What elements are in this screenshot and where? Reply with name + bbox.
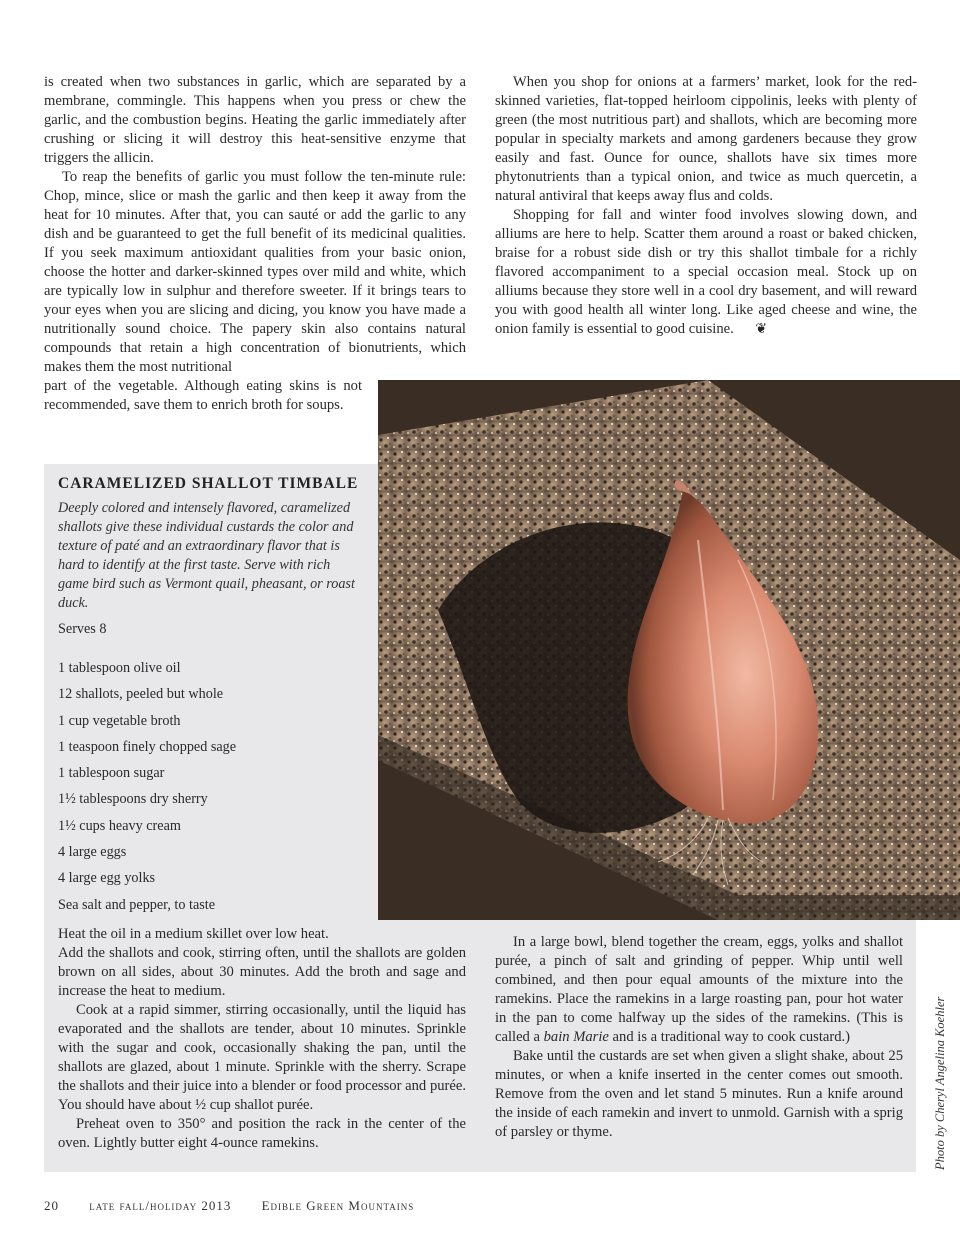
method-step: Heat the oil in a medium skillet over low heat. — [58, 926, 329, 942]
ingredient-item: 1 tablespoon olive oil — [58, 660, 181, 676]
recipe-intro: Deeply colored and intensely flavored, caramelized shallots give these individual custards the color and texture of paté and an extraordinary flavor that is hard to identify at the first taste. Serve with rich game bird such as Vermont quail, pheasant, or roast duck. — [58, 500, 355, 611]
method-text: In a large bowl, blend together the cream, eggs, yolks and shallot purée, a pinch of salt and grinding of pepper. Whip until well combined, and then pour equal amounts of the mixture into the ramekins. Place the ramekins in a large roasting pan, pour hot water in the pan to come halfway up the sides of the ramekins. (This is called a — [495, 934, 903, 1045]
article-left-column — [44, 73, 466, 415]
magazine-name: Edible Green Mountains — [261, 1198, 415, 1213]
page-number: 20 — [44, 1198, 59, 1213]
ingredient-item: 1 cup vegetable broth — [58, 712, 181, 729]
shallot-photo — [378, 380, 960, 920]
method-step: Add the shallots and cook, stirring often, until the shallots are golden brown on all sides, about 30 minutes. Add the broth and sage and increase the heat to medium. — [58, 945, 466, 999]
method-step: Cook at a rapid simmer, stirring occasionally, until the liquid has evaporated and the shallots are tender, about 10 minutes. Sprinkle with the sugar and cook, occasionally shaking the pan, until the shallots are glazed, about 1 minute. Sprinkle with the sherry. Scrape the shallots and their juice into a blender or food processor and purée. You should have about ½ cup shallot purée. — [58, 1002, 466, 1113]
method-step — [495, 933, 903, 1047]
recipe-serves: Serves 8 — [58, 621, 107, 637]
page-footer — [44, 1198, 440, 1214]
ingredient-item: 1½ tablespoons dry sherry — [58, 791, 208, 808]
leaf-end-mark-icon: ❦ — [755, 322, 768, 337]
ingredient-item: 4 large eggs — [58, 844, 127, 861]
recipe-header — [58, 475, 364, 638]
ingredient-item: 4 large egg yolks — [58, 870, 156, 887]
ingredient-item: 1 tablespoon sugar — [58, 765, 165, 782]
ingredient-item: 1 teaspoon finely chopped sage — [58, 738, 237, 755]
article-paragraph: To reap the benefits of garlic you must follow the ten-minute rule: Chop, mince, slice or mash the garlic and then keep it away from the heat for 10 minutes. After that, you can sauté or add the garlic to any dish and be guaranteed to get the full benefit of its medicinal qualities. If you seek maximum antioxidant qualities from your basic onion, choose the hotter and darker-skinned types over mild and white, which are typically low in sulphur and therefore sweeter. If it brings tears to your eyes when you are slicing and dicing, you know you have made a nutritionally sound choice. The papery skin also contains natural compounds that retain a high concentration of bionutrients, which makes them the most nutritional — [44, 169, 466, 375]
recipe-title: CARAMELIZED SHALLOT TIMBALE — [58, 475, 359, 492]
ingredient-item: 12 shallots, peeled but whole — [58, 686, 224, 703]
method-text: and is a traditional way to cook custard.) — [608, 1029, 851, 1045]
article-paragraph — [495, 206, 917, 339]
method-step: Preheat oven to 350° and position the rack in the center of the oven. Lightly butter eight 4-ounce ramekins. — [58, 1116, 466, 1151]
article-paragraph-text: part of the vegetable. Although eating skins is not recommended, save them to enrich broth for soups. — [44, 378, 362, 413]
ingredient-item: 1½ cups heavy cream — [58, 817, 181, 834]
recipe-method-right — [495, 933, 903, 1142]
article-right-column — [495, 73, 917, 339]
article-paragraph — [44, 377, 362, 415]
method-italic-term: bain Marie — [543, 1029, 609, 1045]
ingredient-list — [58, 655, 364, 918]
photo-credit: Photo by Cheryl Angelina Koehler — [933, 996, 947, 1170]
article-paragraph-text: Shopping for fall and winter food involves slowing down, and alliums are here to help. Scatter them around a roast or baked chicken, braise for a robust side dish or try this shallot timbale for a richly flavored accompaniment to a special occasion meal. Stock up on alliums because they store well in a cool dry basement, and will reward you with good health all winter long. Like aged cheese and wine, the onion family is essential to good cuisine. — [495, 207, 917, 337]
article-paragraph: When you shop for onions at a farmers’ market, look for the red-skinned varieties, flat-topped heirloom cippolinis, leeks with plenty of green (the most nutritious part) and shallots, which are becoming more popular in specialty markets and among gardeners because they grow easily and fast. Ounce for ounce, shallots have six times more phytonutrients than a typical onion, and twice as much quercetin, a natural antiviral that keeps away flus and colds. — [495, 74, 917, 204]
method-step: Bake until the custards are set when given a slight shake, about 25 minutes, or when a knife inserted in the center comes out smooth. Remove from the oven and let stand 5 minutes. Run a knife around the inside of each ramekin and invert to unmold. Garnish with a sprig of parsley or thyme. — [495, 1048, 903, 1140]
ingredient-item: Sea salt and pepper, to taste — [58, 896, 216, 913]
recipe-method-left — [58, 925, 466, 1153]
issue-label: late fall/holiday 2013 — [89, 1198, 232, 1213]
article-paragraph: is created when two substances in garlic, which are separated by a membrane, commingle. This happens when you press or chew the garlic, and the combustion begins. Heating the garlic immediately after crushing or slicing it will destroy this heat-sensitive enzyme that triggers the allicin. — [44, 74, 466, 166]
